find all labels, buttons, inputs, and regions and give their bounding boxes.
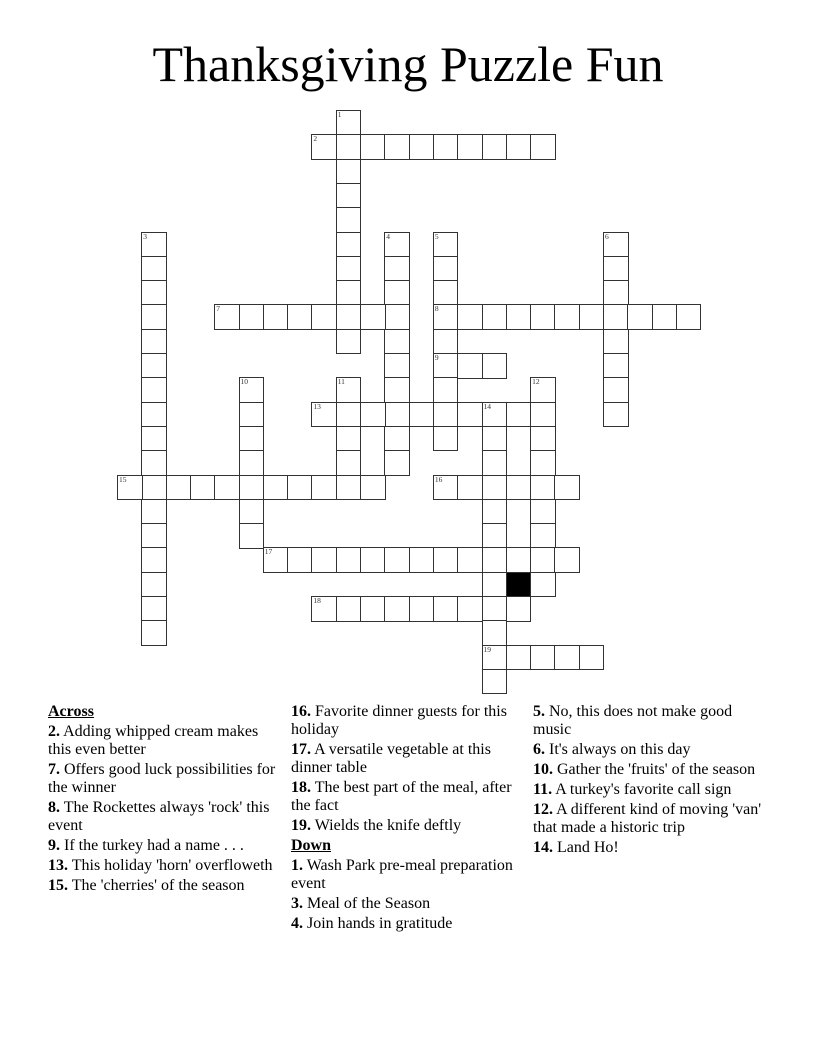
grid-cell[interactable]: [239, 402, 265, 428]
grid-cell[interactable]: [311, 596, 337, 622]
clue-number: 3: [143, 231, 148, 241]
grid-cell[interactable]: [409, 596, 435, 622]
grid-cell[interactable]: [482, 523, 508, 549]
clue-across-7: 7. Offers good luck possibilities for the winner: [48, 761, 276, 796]
grid-cell[interactable]: [336, 134, 362, 160]
grid-cell[interactable]: [384, 304, 410, 330]
grid-cell[interactable]: [554, 304, 580, 330]
grid-cell[interactable]: [457, 402, 483, 428]
grid-cell[interactable]: [336, 329, 362, 355]
clue-number: 8: [434, 304, 439, 314]
grid-cell[interactable]: [141, 620, 167, 646]
grid-cell[interactable]: [482, 450, 508, 476]
clue-across-8: 8. The Rockettes always 'rock' this event: [48, 799, 270, 834]
grid-cell[interactable]: [482, 304, 508, 330]
grid-cell[interactable]: [384, 450, 410, 476]
grid-cell[interactable]: [141, 353, 167, 379]
grid-cell[interactable]: [433, 402, 459, 428]
clue-number: 12: [532, 377, 540, 387]
grid-cell[interactable]: [603, 329, 629, 355]
clue-number: 6: [605, 231, 609, 241]
grid-cell[interactable]: [457, 475, 483, 501]
grid-cell[interactable]: [311, 304, 337, 330]
down-heading: Down: [291, 837, 332, 854]
grid-cell[interactable]: [360, 402, 386, 428]
grid-cell[interactable]: [311, 134, 337, 160]
clue-number: 5: [434, 231, 439, 241]
grid-cell[interactable]: [409, 547, 435, 573]
grid-cell[interactable]: [652, 304, 678, 330]
grid-cell[interactable]: [506, 475, 532, 501]
grid-cell[interactable]: [579, 645, 605, 671]
grid-cell[interactable]: [384, 547, 410, 573]
grid-cell[interactable]: [433, 232, 459, 258]
grid-cell[interactable]: [530, 572, 556, 598]
grid-cell[interactable]: [384, 329, 410, 355]
grid-cell[interactable]: [239, 377, 265, 403]
grid-cell[interactable]: [239, 426, 265, 452]
grid-cell[interactable]: [530, 523, 556, 549]
grid-cell[interactable]: [384, 596, 410, 622]
grid-cell[interactable]: [530, 499, 556, 525]
clue-number: 18: [313, 596, 321, 605]
grid-cell[interactable]: [141, 426, 167, 452]
grid-cell[interactable]: [506, 304, 532, 330]
grid-cell[interactable]: [482, 669, 508, 695]
grid-cell[interactable]: [530, 134, 556, 160]
grid-cell[interactable]: [141, 377, 167, 403]
grid-cell[interactable]: [360, 134, 386, 160]
grid-cell[interactable]: [530, 645, 556, 671]
clue-down-1: 1. Wash Park pre-meal preparation event: [291, 857, 513, 892]
clue-down-10: 10. Gather the 'fruits' of the season: [533, 761, 756, 778]
clue-across-13: 13. This holiday 'horn' overfloweth: [48, 857, 273, 874]
grid-cell[interactable]: [384, 232, 410, 258]
clue-number: 15: [119, 474, 127, 484]
grid-cell[interactable]: [530, 475, 556, 501]
grid-cell[interactable]: [457, 547, 483, 573]
clue-column-3: [533, 703, 769, 859]
grid-cell[interactable]: [263, 475, 289, 501]
grid-cell[interactable]: [676, 304, 702, 330]
clue-down-11: 11. A turkey's favorite call sign: [533, 781, 732, 798]
grid-cell[interactable]: [117, 475, 143, 501]
across-heading: Across: [48, 703, 94, 720]
grid-cell[interactable]: [141, 475, 167, 501]
grid-cell[interactable]: [336, 110, 362, 136]
grid-cell[interactable]: [336, 256, 362, 282]
clue-number: 7: [216, 304, 220, 314]
page-title: Thanksgiving Puzzle Fun: [152, 36, 664, 92]
grid-cell[interactable]: [384, 377, 410, 403]
clue-down-4: 4. Join hands in gratitude: [291, 915, 453, 932]
grid-cell[interactable]: [530, 547, 556, 573]
grid-cell[interactable]: [482, 645, 508, 671]
grid-cell[interactable]: [433, 377, 459, 403]
grid-cell[interactable]: [603, 377, 629, 403]
grid-cell[interactable]: [433, 547, 459, 573]
grid-cell[interactable]: [433, 329, 459, 355]
grid-cell[interactable]: [141, 256, 167, 282]
grid-cell[interactable]: [603, 304, 629, 330]
grid-cell[interactable]: [360, 304, 386, 330]
grid-cell[interactable]: [336, 426, 362, 452]
grid-cell[interactable]: [530, 402, 556, 428]
grid-cell[interactable]: [506, 402, 532, 428]
grid-cell[interactable]: [506, 596, 532, 622]
grid-cell[interactable]: [141, 232, 167, 258]
grid-cell[interactable]: [506, 547, 532, 573]
grid-cell[interactable]: [141, 596, 167, 622]
grid-cell[interactable]: [141, 547, 167, 573]
grid-cell[interactable]: [336, 475, 362, 501]
clue-number: 10: [240, 377, 248, 387]
grid-cell[interactable]: [482, 620, 508, 646]
grid-cell[interactable]: [530, 426, 556, 452]
grid-cell[interactable]: [384, 353, 410, 379]
clue-down-12: 12. A different kind of moving 'van' that made a historic trip: [533, 801, 762, 836]
grid-cell[interactable]: [336, 280, 362, 306]
grid-cell[interactable]: [457, 596, 483, 622]
grid-cell[interactable]: [239, 450, 265, 476]
clue-across-19: 19. Wields the knife deftly: [291, 817, 462, 834]
grid-cell[interactable]: [311, 547, 337, 573]
grid-cell[interactable]: [166, 475, 192, 501]
grid-cell[interactable]: [311, 475, 337, 501]
grid-cell[interactable]: [141, 402, 167, 428]
grid-cell[interactable]: [554, 645, 580, 671]
grid-cell[interactable]: [433, 134, 459, 160]
clue-down-3: 3. Meal of the Season: [291, 895, 431, 912]
grid-cell[interactable]: [603, 256, 629, 282]
grid-cell[interactable]: [360, 547, 386, 573]
grid-cell[interactable]: [433, 304, 459, 330]
clue-number: 16: [434, 474, 443, 484]
grid-cell[interactable]: [603, 280, 629, 306]
grid-cell[interactable]: [457, 353, 483, 379]
clue-number: 19: [483, 644, 491, 654]
grid-cell[interactable]: [603, 353, 629, 379]
grid-cell[interactable]: [506, 134, 532, 160]
grid-cell[interactable]: [141, 280, 167, 306]
grid-cell[interactable]: [336, 547, 362, 573]
clue-down-6: 6. It's always on this day: [533, 741, 691, 758]
grid-cell[interactable]: [579, 304, 605, 330]
grid-cell[interactable]: [263, 547, 289, 573]
grid-cell[interactable]: [360, 596, 386, 622]
grid-cell[interactable]: [409, 402, 435, 428]
grid-cell[interactable]: [482, 572, 508, 598]
grid-cell[interactable]: [287, 304, 313, 330]
grid-cell[interactable]: [141, 572, 167, 598]
grid-cell[interactable]: [530, 304, 556, 330]
grid-cell[interactable]: [336, 304, 362, 330]
grid-cell[interactable]: [287, 475, 313, 501]
clue-number: 1: [337, 110, 342, 119]
grid-cell[interactable]: [336, 402, 362, 428]
clue-number: 14: [483, 401, 491, 411]
grid-cell[interactable]: [530, 450, 556, 476]
black-cell: [506, 572, 532, 598]
grid-cell[interactable]: [214, 475, 240, 501]
clue-across-2: 2. Adding whipped cream makes this even better: [48, 723, 259, 758]
grid-cell[interactable]: [482, 596, 508, 622]
grid-cell[interactable]: [336, 450, 362, 476]
grid-cell[interactable]: [482, 499, 508, 525]
clue-number: 9: [434, 353, 439, 362]
grid-cell[interactable]: [482, 353, 508, 379]
grid-cell[interactable]: [384, 426, 410, 452]
grid-cell[interactable]: [384, 256, 410, 282]
grid-cell[interactable]: [384, 402, 410, 428]
grid-cell[interactable]: [627, 304, 653, 330]
grid-cell[interactable]: [239, 475, 265, 501]
grid-cell[interactable]: [482, 475, 508, 501]
grid-cell[interactable]: [433, 475, 459, 501]
grid-cell[interactable]: [482, 426, 508, 452]
grid-cell[interactable]: [141, 304, 167, 330]
grid-cell[interactable]: [336, 232, 362, 258]
clue-down-14: 14. Land Ho!: [533, 839, 619, 856]
grid-cell[interactable]: [603, 402, 629, 428]
grid-cell[interactable]: [433, 596, 459, 622]
grid-cell[interactable]: [239, 499, 265, 525]
grid-cell[interactable]: [336, 183, 362, 209]
grid-cell[interactable]: [141, 523, 167, 549]
grid-cell[interactable]: [433, 280, 459, 306]
grid-cell[interactable]: [433, 426, 459, 452]
grid-cell[interactable]: [336, 377, 362, 403]
clue-across-18: 18. The best part of the meal, after the fact: [291, 779, 512, 814]
grid-cell[interactable]: [336, 159, 362, 185]
clue-number: 11: [337, 377, 345, 387]
grid-cell[interactable]: [336, 596, 362, 622]
clue-number: 13: [313, 401, 321, 411]
grid-cell[interactable]: [141, 329, 167, 355]
grid-cell[interactable]: [457, 134, 483, 160]
clue-column-1: [48, 703, 284, 897]
clue-across-16: 16. Favorite dinner guests for this holiday: [291, 703, 507, 738]
clue-across-9: 9. If the turkey had a name . . .: [48, 837, 244, 854]
grid-cell[interactable]: [287, 547, 313, 573]
grid-cell[interactable]: [336, 207, 362, 233]
grid-cell[interactable]: [506, 645, 532, 671]
clue-column-2: [291, 703, 527, 935]
grid-cell[interactable]: [482, 402, 508, 428]
grid-cell[interactable]: [530, 377, 556, 403]
grid-cell[interactable]: [141, 499, 167, 525]
grid-cell[interactable]: [311, 402, 337, 428]
clue-across-17: 17. A versatile vegetable at this dinner table: [291, 741, 491, 776]
grid-cell[interactable]: [239, 304, 265, 330]
grid-cell[interactable]: [457, 304, 483, 330]
clue-across-15: 15. The 'cherries' of the season: [48, 877, 245, 894]
grid-cell[interactable]: [263, 304, 289, 330]
grid-cell[interactable]: [433, 256, 459, 282]
clue-number: 2: [313, 134, 318, 144]
clue-number: 17: [264, 547, 273, 557]
grid-cell[interactable]: [433, 353, 459, 379]
grid-cell[interactable]: [409, 134, 435, 160]
clue-down-5: 5. No, this does not make good music: [533, 703, 733, 738]
grid-cell[interactable]: [141, 450, 167, 476]
clue-number: 4: [386, 231, 391, 241]
grid-cell[interactable]: [384, 134, 410, 160]
grid-cell[interactable]: [360, 475, 386, 501]
grid-cell[interactable]: [482, 547, 508, 573]
grid-cell[interactable]: [384, 280, 410, 306]
grid-cell[interactable]: [482, 134, 508, 160]
grid-cell[interactable]: [239, 523, 265, 549]
grid-cell[interactable]: [554, 475, 580, 501]
grid-cell[interactable]: [554, 547, 580, 573]
grid-cell[interactable]: [603, 232, 629, 258]
grid-cell[interactable]: [190, 475, 216, 501]
grid-cell[interactable]: [214, 304, 240, 330]
